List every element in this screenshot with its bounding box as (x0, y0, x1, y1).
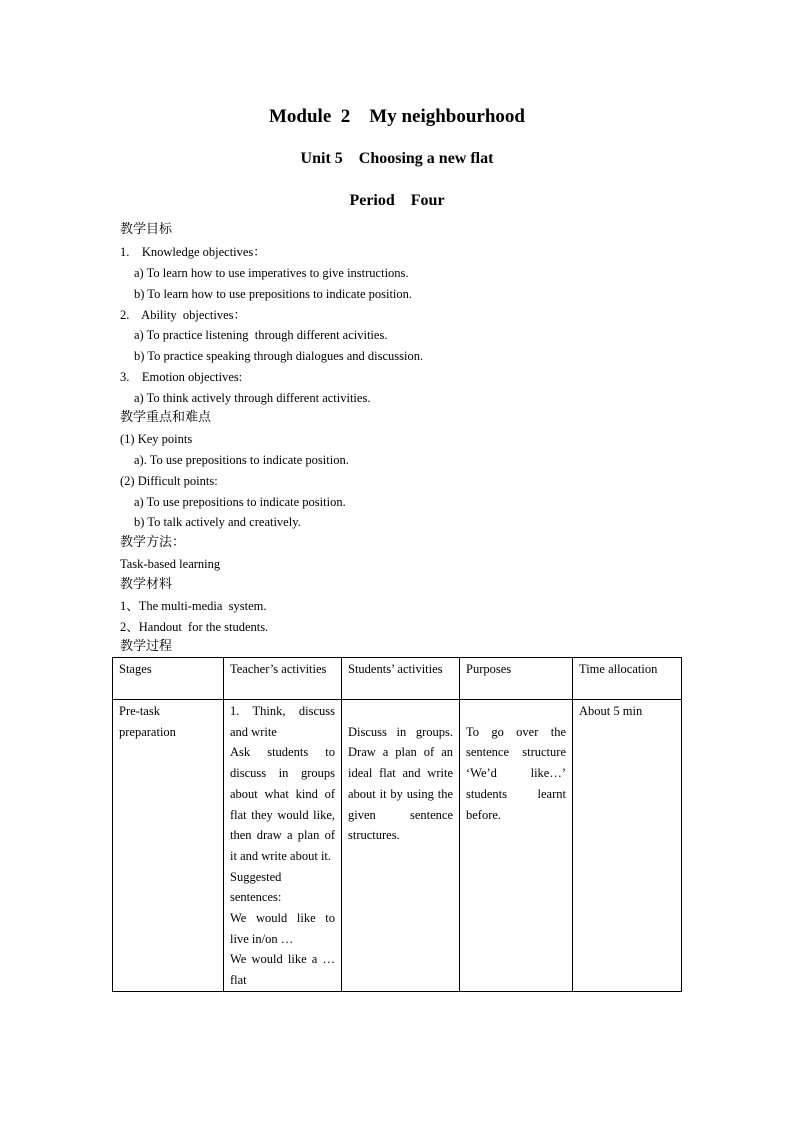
time-allocation-cell: About 5 min (573, 700, 682, 992)
suggested-sentence: We would like a …flat (230, 952, 335, 988)
difficult-points-label: (2) Difficult points: (120, 474, 218, 488)
knowledge-objective-a: a) To learn how to use imperatives to give instructions. (134, 266, 409, 280)
column-header-students-activities: Students’ activities (342, 658, 460, 700)
key-points-label: (1) Key points (120, 432, 193, 446)
table-header-row (113, 658, 682, 700)
emotion-objective-a: a) To think actively through different activities. (134, 391, 371, 405)
method-heading: 教学方法： (120, 535, 186, 550)
materials-item: 2、Handout for the students. (120, 620, 269, 634)
knowledge-objective-b: b) To learn how to use prepositions to indicate position. (134, 287, 413, 301)
suggested-sentences-label: Suggested sentences: (230, 869, 282, 905)
teacher-activity-body: Ask students to discuss in groups about what kind of flat they would like, then draw a plan of it and write about it. (230, 745, 335, 863)
materials-item: 1、The multi-media system. (120, 599, 267, 613)
materials-heading: 教学材料 (120, 577, 173, 592)
column-header-purposes: Purposes (460, 658, 573, 700)
suggested-sentence: We would like to live in/on … (230, 911, 335, 946)
module-title: Module 2 My neighbourhood (268, 106, 525, 127)
difficult-point-b: b) To talk actively and creatively. (134, 515, 301, 529)
students-activity-text: Discuss in groups. Draw a plan of an ideal flat and write about it by using the given sentence structures. (348, 724, 453, 843)
purposes-cell (460, 700, 573, 992)
objectives-heading: 教学目标 (120, 222, 173, 237)
students-activities-cell (342, 700, 460, 992)
column-header-time-allocation: Time allocation (573, 658, 682, 700)
teacher-activity-title: 1. Think, discuss and write (230, 704, 335, 739)
ability-objective-b: b) To practice speaking through dialogues and discussion. (134, 349, 424, 363)
purpose-text: To go over the sentence structure ‘We’d like…’ students learnt before. (466, 724, 566, 822)
column-header-stages: Stages (113, 658, 224, 700)
column-header-teacher-activities: Teacher’s activities (224, 658, 342, 700)
key-point-a: a). To use prepositions to indicate position. (134, 453, 349, 467)
ability-objective-a: a) To practice listening through different acivities. (134, 328, 388, 342)
difficult-point-a: a) To use prepositions to indicate position. (134, 495, 346, 509)
method-value: Task-based learning (120, 557, 221, 571)
stage-cell: Pre-task preparation (113, 700, 224, 992)
teaching-process-table (112, 657, 682, 992)
key-points-heading: 教学重点和难点 (120, 410, 212, 425)
teacher-activities-cell (224, 700, 342, 992)
ability-objectives: 2. Ability objectives： (120, 308, 247, 322)
process-heading: 教学过程 (120, 639, 173, 654)
table-row (113, 700, 682, 992)
knowledge-objectives: 1. Knowledge objectives： (120, 245, 266, 259)
period-title: Period Four (349, 192, 445, 209)
unit-title: Unit 5 Choosing a new flat (300, 150, 494, 167)
emotion-objectives: 3. Emotion objectives: (120, 370, 243, 384)
